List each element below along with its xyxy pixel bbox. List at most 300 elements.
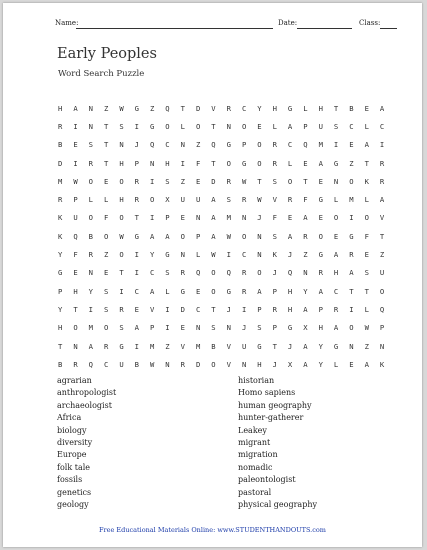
grid-letter: O bbox=[349, 323, 354, 333]
grid-letter: N bbox=[303, 268, 308, 278]
grid-letter: L bbox=[333, 359, 339, 369]
grid-letter: O bbox=[119, 250, 124, 260]
word-list-item: pastoral bbox=[238, 487, 272, 497]
grid-letter: U bbox=[73, 213, 78, 223]
grid-letter: J bbox=[226, 304, 231, 314]
grid-letter: L bbox=[364, 121, 369, 131]
grid-letter: N bbox=[88, 121, 93, 131]
page-title: Early Peoples bbox=[57, 46, 157, 62]
grid-letter: R bbox=[303, 231, 308, 241]
word-list-item: hunter-gatherer bbox=[238, 413, 304, 423]
grid-letter: J bbox=[134, 140, 139, 150]
grid-letter: D bbox=[195, 103, 201, 113]
grid-letter: I bbox=[333, 140, 339, 150]
grid-letter: O bbox=[287, 176, 293, 186]
grid-letter: I bbox=[134, 268, 139, 278]
grid-letter: N bbox=[165, 359, 170, 369]
class-line bbox=[380, 28, 397, 29]
grid-letter: R bbox=[88, 250, 93, 260]
grid-letter: R bbox=[318, 268, 323, 278]
grid-letter: Q bbox=[165, 103, 170, 113]
grid-letter: T bbox=[211, 158, 216, 168]
grid-letter: C bbox=[333, 286, 339, 296]
grid-letter: P bbox=[379, 323, 385, 333]
grid-letter: A bbox=[303, 213, 308, 223]
grid-letter: O bbox=[379, 286, 385, 296]
grid-letter: X bbox=[287, 359, 293, 369]
word-list-item: diversity bbox=[57, 437, 93, 447]
grid-letter: L bbox=[103, 195, 109, 205]
grid-letter: Z bbox=[103, 250, 109, 260]
word-list-item: Europe bbox=[57, 450, 87, 460]
grid-letter: W bbox=[241, 176, 247, 186]
grid-letter: W bbox=[119, 231, 124, 241]
grid-letter: S bbox=[211, 323, 216, 333]
grid-letter: I bbox=[349, 304, 354, 314]
word-list-item: migrant bbox=[238, 437, 271, 447]
grid-letter: B bbox=[134, 359, 139, 369]
grid-letter: Q bbox=[379, 304, 385, 314]
grid-letter: A bbox=[134, 323, 139, 333]
grid-letter: E bbox=[364, 250, 369, 260]
grid-letter: P bbox=[165, 213, 170, 223]
grid-letter: Y bbox=[303, 286, 308, 296]
word-list-item: genetics bbox=[57, 487, 92, 497]
grid-letter: N bbox=[241, 213, 247, 223]
word-list-item: folk tale bbox=[57, 462, 91, 472]
grid-letter: S bbox=[88, 140, 93, 150]
grid-letter: I bbox=[226, 250, 231, 260]
grid-letter: O bbox=[88, 176, 93, 186]
grid-letter: S bbox=[272, 231, 277, 241]
grid-letter: N bbox=[241, 359, 247, 369]
grid-letter: A bbox=[287, 231, 293, 241]
grid-letter: N bbox=[349, 341, 354, 351]
grid-letter: J bbox=[272, 268, 277, 278]
grid-letter: R bbox=[272, 304, 277, 314]
grid-letter: C bbox=[379, 121, 385, 131]
grid-letter: R bbox=[241, 195, 247, 205]
grid-letter: S bbox=[119, 121, 124, 131]
grid-letter: C bbox=[287, 140, 293, 150]
grid-letter: O bbox=[257, 158, 262, 168]
grid-letter: A bbox=[73, 103, 78, 113]
grid-letter: S bbox=[165, 176, 170, 186]
grid-letter: P bbox=[318, 304, 323, 314]
grid-letter: C bbox=[241, 250, 247, 260]
grid-letter: S bbox=[364, 268, 369, 278]
grid-letter: T bbox=[272, 341, 277, 351]
grid-letter: R bbox=[103, 341, 109, 351]
grid-letter: U bbox=[119, 359, 124, 369]
word-list-item: anthropologist bbox=[57, 388, 117, 398]
name-label: Name: bbox=[55, 19, 79, 27]
grid-letter: U bbox=[195, 195, 201, 205]
grid-letter: A bbox=[364, 140, 369, 150]
grid-letter: V bbox=[149, 304, 155, 314]
grid-letter: O bbox=[226, 158, 231, 168]
word-list-item: biology bbox=[57, 425, 87, 435]
grid-letter: G bbox=[226, 286, 231, 296]
grid-letter: X bbox=[303, 323, 308, 333]
grid-letter: R bbox=[88, 158, 93, 168]
grid-letter: A bbox=[88, 341, 93, 351]
word-list-item: fossils bbox=[57, 475, 83, 485]
grid-letter: M bbox=[226, 213, 231, 223]
grid-letter: M bbox=[149, 341, 155, 351]
grid-letter: M bbox=[88, 323, 93, 333]
grid-letter: O bbox=[349, 176, 354, 186]
grid-letter: I bbox=[349, 213, 354, 223]
grid-letter: E bbox=[349, 140, 354, 150]
grid-letter: R bbox=[241, 286, 247, 296]
grid-letter: B bbox=[88, 231, 93, 241]
grid-letter: T bbox=[333, 103, 339, 113]
grid-letter: D bbox=[58, 158, 63, 168]
grid-letter: S bbox=[226, 195, 231, 205]
grid-letter: C bbox=[149, 268, 155, 278]
grid-letter: O bbox=[257, 268, 262, 278]
grid-letter: G bbox=[318, 195, 323, 205]
grid-letter: J bbox=[287, 250, 293, 260]
grid-letter: J bbox=[272, 359, 277, 369]
grid-letter: M bbox=[58, 176, 63, 186]
grid-letter: E bbox=[195, 176, 201, 186]
grid-letter: A bbox=[303, 359, 308, 369]
grid-letter: M bbox=[318, 140, 323, 150]
grid-letter: I bbox=[134, 341, 139, 351]
grid-letter: O bbox=[364, 213, 369, 223]
grid-letter: A bbox=[211, 195, 216, 205]
grid-letter: B bbox=[211, 341, 216, 351]
grid-letter: R bbox=[379, 158, 385, 168]
grid-letter: N bbox=[257, 250, 262, 260]
grid-letter: A bbox=[379, 195, 385, 205]
grid-letter: M bbox=[195, 341, 201, 351]
grid-letter: K bbox=[272, 250, 277, 260]
word-list-item: Leakey bbox=[238, 425, 267, 435]
grid-letter: R bbox=[333, 304, 339, 314]
grid-letter: O bbox=[241, 231, 247, 241]
grid-letter: W bbox=[211, 250, 216, 260]
word-list-item: agrarian bbox=[57, 376, 92, 385]
grid-letter: N bbox=[226, 121, 231, 131]
grid-letter: L bbox=[195, 250, 201, 260]
grid-letter: L bbox=[180, 121, 185, 131]
grid-letter: H bbox=[272, 103, 277, 113]
grid-letter: R bbox=[379, 176, 385, 186]
grid-letter: Z bbox=[303, 250, 308, 260]
grid-letter: O bbox=[211, 359, 216, 369]
grid-letter: T bbox=[73, 304, 78, 314]
grid-letter: N bbox=[195, 213, 201, 223]
grid-letter: T bbox=[211, 121, 216, 131]
grid-letter: U bbox=[379, 268, 385, 278]
grid-letter: R bbox=[272, 140, 277, 150]
grid-letter: D bbox=[195, 359, 201, 369]
word-list-item: paleontologist bbox=[238, 475, 296, 485]
grid-letter: Q bbox=[287, 268, 293, 278]
grid-letter: E bbox=[103, 176, 109, 186]
grid-letter: A bbox=[364, 359, 369, 369]
grid-letter: R bbox=[58, 121, 63, 131]
grid-letter: I bbox=[149, 213, 155, 223]
grid-letter: E bbox=[180, 323, 185, 333]
grid-letter: T bbox=[379, 231, 385, 241]
grid-letter: W bbox=[149, 359, 155, 369]
grid-letter: V bbox=[226, 341, 231, 351]
grid-letter: G bbox=[333, 341, 339, 351]
grid-letter: A bbox=[211, 213, 216, 223]
grid-letter: A bbox=[303, 304, 308, 314]
grid-letter: I bbox=[149, 176, 155, 186]
grid-letter: N bbox=[195, 323, 201, 333]
grid-letter: G bbox=[287, 323, 293, 333]
grid-letter: L bbox=[272, 121, 277, 131]
grid-letter: F bbox=[272, 213, 277, 223]
grid-letter: P bbox=[241, 140, 247, 150]
grid-letter: O bbox=[73, 323, 78, 333]
grid-letter: O bbox=[333, 213, 339, 223]
grid-letter: Z bbox=[165, 341, 170, 351]
grid-letter: S bbox=[103, 286, 109, 296]
grid-letter: N bbox=[73, 341, 78, 351]
grid-letter: R bbox=[73, 359, 78, 369]
grid-letter: T bbox=[364, 286, 369, 296]
grid-letter: T bbox=[103, 140, 109, 150]
grid-letter: F bbox=[73, 250, 78, 260]
grid-letter: H bbox=[287, 286, 293, 296]
grid-letter: H bbox=[318, 323, 323, 333]
grid-letter: A bbox=[333, 250, 339, 260]
grid-letter: E bbox=[134, 304, 139, 314]
grid-letter: T bbox=[119, 268, 124, 278]
grid-letter: S bbox=[119, 323, 124, 333]
grid-letter: C bbox=[241, 103, 247, 113]
grid-letter: W bbox=[364, 323, 369, 333]
grid-letter: T bbox=[103, 158, 109, 168]
grid-letter: A bbox=[211, 231, 216, 241]
grid-letter: H bbox=[73, 286, 78, 296]
class-label: Class: bbox=[359, 19, 381, 27]
grid-letter: Y bbox=[88, 286, 93, 296]
word-list-item: Homo sapiens bbox=[238, 388, 296, 398]
grid-letter: A bbox=[149, 286, 155, 296]
grid-letter: E bbox=[349, 359, 354, 369]
grid-letter: L bbox=[287, 158, 293, 168]
grid-letter: P bbox=[303, 121, 308, 131]
grid-letter: N bbox=[88, 268, 93, 278]
grid-letter: P bbox=[272, 286, 277, 296]
word-list-left bbox=[57, 375, 116, 511]
grid-letter: Q bbox=[195, 268, 201, 278]
grid-letter: Q bbox=[226, 268, 231, 278]
grid-letter: A bbox=[149, 231, 155, 241]
grid-letter: T bbox=[211, 304, 216, 314]
grid-letter: O bbox=[149, 195, 155, 205]
grid-letter: E bbox=[257, 121, 262, 131]
grid-letter: O bbox=[241, 121, 247, 131]
grid-letter: L bbox=[165, 286, 170, 296]
grid-letter: E bbox=[318, 176, 323, 186]
word-list-item: physical geography bbox=[238, 499, 317, 509]
grid-letter: Z bbox=[379, 250, 385, 260]
grid-letter: D bbox=[211, 176, 216, 186]
grid-letter: W bbox=[226, 231, 231, 241]
grid-letter: L bbox=[303, 103, 308, 113]
grid-letter: S bbox=[333, 121, 339, 131]
grid-letter: R bbox=[241, 268, 247, 278]
grid-letter: K bbox=[58, 231, 63, 241]
grid-letter: P bbox=[134, 158, 139, 168]
grid-letter: P bbox=[149, 323, 155, 333]
grid-letter: N bbox=[333, 176, 339, 186]
grid-letter: H bbox=[333, 268, 339, 278]
grid-letter: G bbox=[119, 341, 124, 351]
grid-letter: J bbox=[287, 341, 293, 351]
grid-letter: I bbox=[134, 121, 139, 131]
grid-letter: O bbox=[88, 213, 93, 223]
letter-grid bbox=[57, 99, 394, 373]
grid-letter: T bbox=[303, 176, 308, 186]
name-line bbox=[76, 28, 273, 29]
grid-letter: O bbox=[119, 176, 124, 186]
grid-letter: K bbox=[364, 176, 369, 186]
grid-letter: O bbox=[257, 140, 262, 150]
grid-letter: J bbox=[257, 213, 262, 223]
grid-letter: Y bbox=[149, 250, 155, 260]
grid-letter: C bbox=[165, 140, 170, 150]
word-list-item: archaeologist bbox=[57, 400, 112, 410]
grid-letter: O bbox=[211, 268, 216, 278]
grid-letter: G bbox=[165, 250, 170, 260]
grid-letter: K bbox=[379, 359, 385, 369]
grid-letter: R bbox=[349, 250, 354, 260]
grid-letter: G bbox=[287, 103, 293, 113]
grid-letter: N bbox=[119, 140, 124, 150]
grid-letter: X bbox=[165, 195, 170, 205]
grid-letter: A bbox=[333, 323, 339, 333]
date-line bbox=[297, 28, 352, 29]
header-fields bbox=[3, 19, 422, 31]
grid-letter: L bbox=[364, 195, 369, 205]
grid-letter: S bbox=[103, 304, 109, 314]
footer-link[interactable]: Free Educational Materials Online: www.STUDENTHANDOUTS.com bbox=[99, 526, 326, 534]
grid-letter: W bbox=[73, 176, 78, 186]
grid-letter: G bbox=[318, 250, 323, 260]
grid-letter: G bbox=[333, 158, 339, 168]
grid-letter: Z bbox=[349, 158, 354, 168]
grid-letter: Z bbox=[195, 140, 201, 150]
grid-letter: E bbox=[73, 268, 78, 278]
grid-letter: C bbox=[134, 286, 139, 296]
grid-letter: R bbox=[119, 304, 124, 314]
grid-letter: O bbox=[119, 213, 124, 223]
grid-letter: D bbox=[180, 304, 185, 314]
grid-letter: F bbox=[195, 158, 201, 168]
grid-letter: E bbox=[195, 286, 201, 296]
grid-letter: Y bbox=[58, 304, 63, 314]
grid-letter: G bbox=[226, 140, 231, 150]
grid-letter: Z bbox=[149, 103, 155, 113]
grid-letter: G bbox=[58, 268, 63, 278]
grid-letter: R bbox=[134, 176, 139, 186]
grid-letter: P bbox=[73, 195, 78, 205]
grid-letter: G bbox=[241, 158, 247, 168]
grid-letter: E bbox=[364, 103, 369, 113]
grid-letter: O bbox=[195, 121, 201, 131]
grid-letter: S bbox=[272, 176, 277, 186]
grid-letter: Q bbox=[88, 359, 93, 369]
grid-letter: Q bbox=[149, 140, 155, 150]
grid-letter: G bbox=[134, 231, 139, 241]
grid-letter: I bbox=[165, 323, 170, 333]
grid-letter: V bbox=[180, 341, 185, 351]
grid-letter: G bbox=[134, 103, 139, 113]
grid-letter: U bbox=[180, 195, 185, 205]
grid-letter: E bbox=[73, 140, 78, 150]
grid-letter: K bbox=[58, 213, 63, 223]
grid-letter: N bbox=[88, 103, 93, 113]
grid-letter: R bbox=[180, 359, 185, 369]
grid-letter: V bbox=[226, 359, 231, 369]
grid-letter: R bbox=[180, 268, 185, 278]
grid-letter: T bbox=[364, 158, 369, 168]
grid-letter: N bbox=[226, 323, 231, 333]
grid-letter: P bbox=[58, 286, 63, 296]
grid-letter: I bbox=[73, 121, 78, 131]
grid-letter: W bbox=[257, 195, 262, 205]
grid-letter: E bbox=[103, 268, 109, 278]
grid-letter: R bbox=[58, 195, 63, 205]
grid-letter: G bbox=[180, 286, 185, 296]
grid-letter: V bbox=[272, 195, 277, 205]
grid-letter: C bbox=[349, 121, 354, 131]
grid-letter: T bbox=[180, 103, 185, 113]
grid-letter: T bbox=[58, 341, 63, 351]
grid-letter: T bbox=[103, 121, 109, 131]
grid-letter: A bbox=[257, 286, 262, 296]
grid-letter: T bbox=[257, 176, 262, 186]
grid-letter: Z bbox=[103, 103, 109, 113]
grid-letter: A bbox=[318, 158, 323, 168]
word-list-item: nomadic bbox=[238, 462, 273, 472]
grid-letter: H bbox=[119, 195, 124, 205]
grid-letter: A bbox=[379, 103, 385, 113]
grid-letter: I bbox=[73, 158, 78, 168]
grid-letter: F bbox=[103, 213, 109, 223]
grid-letter: I bbox=[180, 158, 185, 168]
grid-letter: Z bbox=[364, 341, 369, 351]
date-label: Date: bbox=[278, 19, 298, 27]
grid-letter: J bbox=[241, 323, 247, 333]
grid-letter: Q bbox=[303, 140, 308, 150]
grid-letter: O bbox=[318, 231, 323, 241]
grid-letter: N bbox=[180, 250, 185, 260]
grid-letter: V bbox=[211, 103, 216, 113]
grid-letter: V bbox=[379, 213, 385, 223]
grid-letter: O bbox=[165, 121, 170, 131]
grid-letter: B bbox=[58, 359, 63, 369]
grid-letter: E bbox=[333, 231, 339, 241]
worksheet-page bbox=[3, 3, 422, 547]
grid-letter: P bbox=[272, 323, 277, 333]
grid-letter: Y bbox=[58, 250, 63, 260]
grid-letter: L bbox=[333, 195, 339, 205]
grid-letter: O bbox=[180, 231, 185, 241]
grid-letter: H bbox=[257, 359, 262, 369]
grid-letter: Y bbox=[318, 341, 323, 351]
